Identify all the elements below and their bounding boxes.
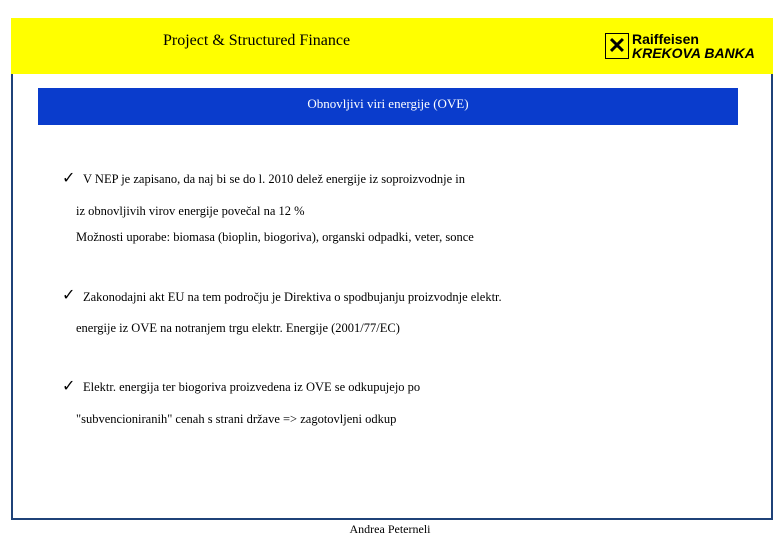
header-bar — [11, 18, 773, 74]
bullet-1-line-1: V NEP je zapisano, da naj bi se do l. 2010 delež energije iz soproizvodnje in — [83, 172, 465, 186]
bullet-3-line-1: Elektr. energija ter biogoriva proizvedena iz OVE se odkupujejo po — [83, 380, 421, 394]
checkmark-icon: ✓ — [62, 170, 76, 187]
crossed-horse-heads-icon: ✕ — [605, 33, 629, 59]
checkmark-icon: ✓ — [62, 287, 76, 304]
bullet-1-line-3: Možnosti uporabe: biomasa (bioplin, biogoriva), organski odpadki, veter, sonce — [76, 230, 474, 244]
header-title: Project & Structured Finance — [163, 32, 351, 49]
section-banner: Obnovljivi viri energije (OVE) — [38, 88, 738, 125]
checkmark-icon: ✓ — [62, 378, 76, 395]
logo-line2: KREKOVA BANKA — [632, 45, 755, 61]
logo-line1: Raiffeisen — [632, 31, 699, 47]
bullet-2-line-1: Zakonodajni akt EU na tem področju je Direktiva o spodbujanju proizvodnje elektr. — [83, 290, 502, 304]
bullet-1-line-2: iz obnovljivih virov energije povečal na 12 % — [76, 204, 305, 218]
raiffeisen-logo — [605, 32, 755, 60]
footer-author: Andrea Peterneli — [349, 522, 431, 536]
bullet-3-line-2: "subvencioniranih" cenah s strani države => zagotovljeni odkup — [76, 412, 397, 426]
bullet-2-line-2: energije iz OVE na notranjem trgu elektr. Energije (2001/77/EC) — [76, 321, 400, 335]
